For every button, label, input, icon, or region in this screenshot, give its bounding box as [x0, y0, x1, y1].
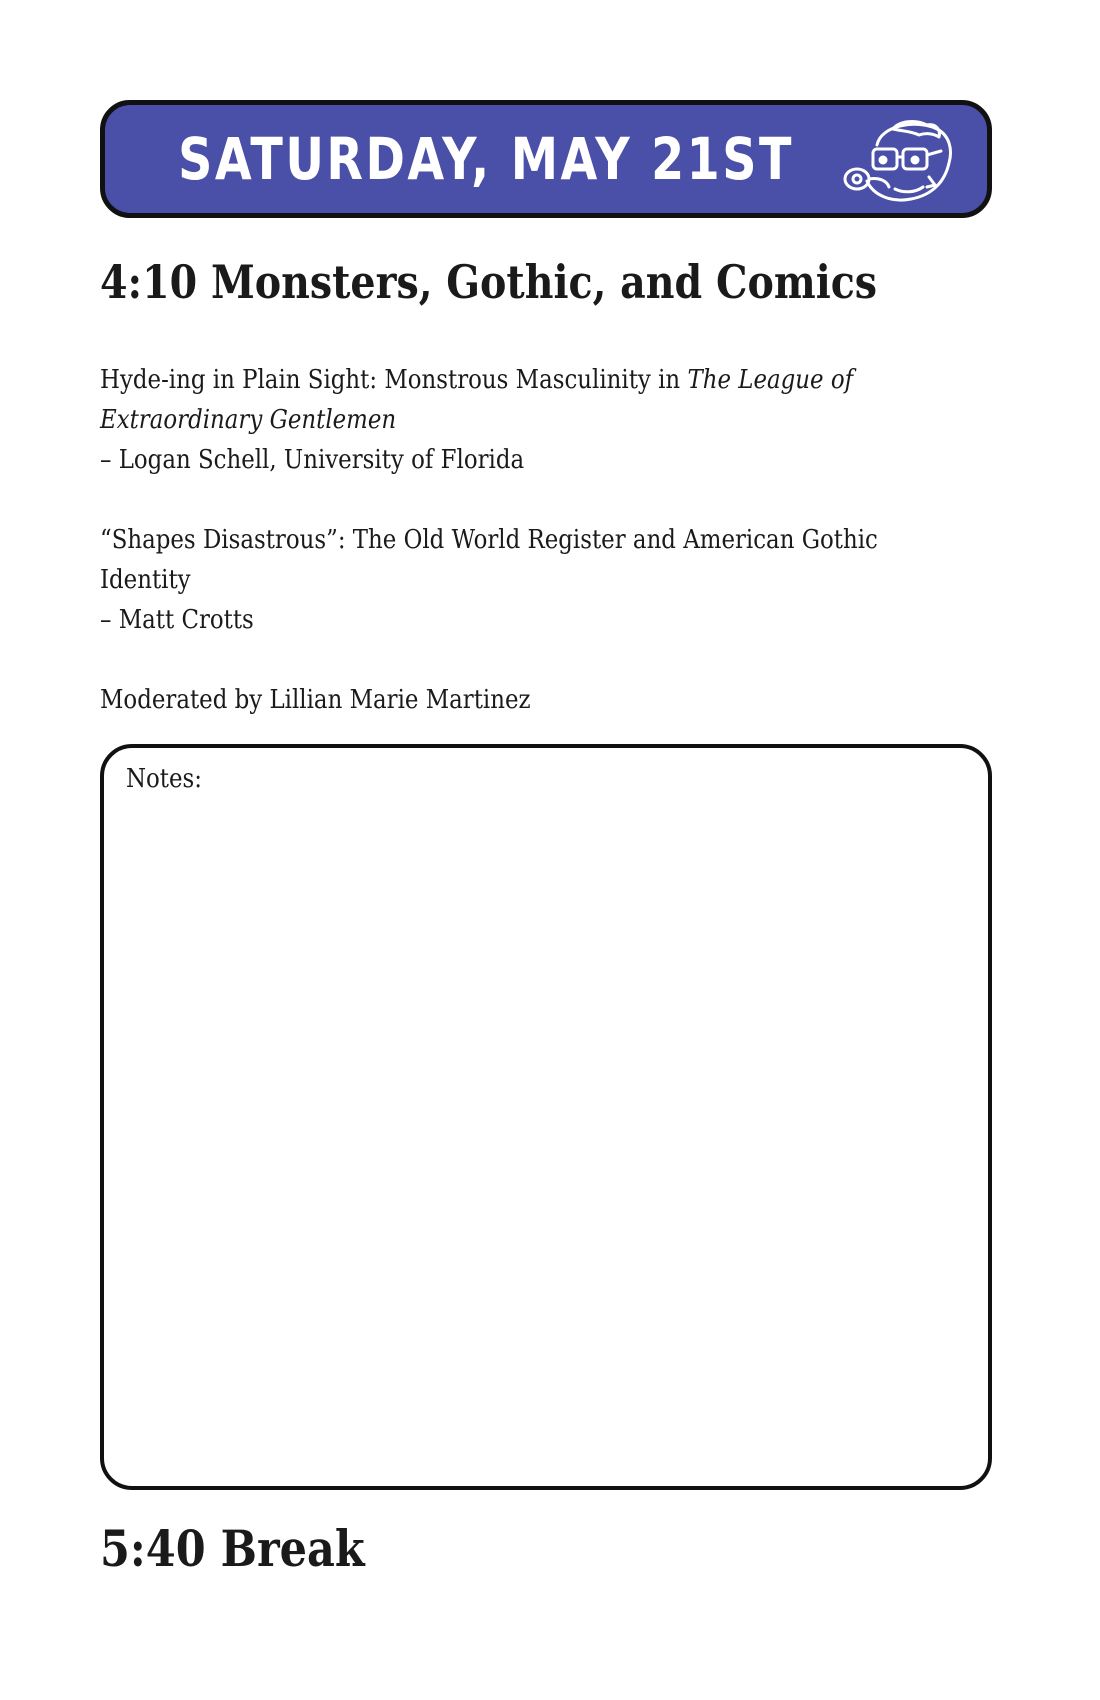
paper-entry: [100, 360, 960, 480]
session-title: 4:10 Monsters, Gothic, and Comics: [100, 255, 878, 309]
paper-title-continued: [100, 400, 857, 440]
paper-title-text: Hyde-ing in Plain Sight: Monstrous Masculinity in: [100, 365, 688, 395]
paper-title-continued: Identity: [100, 565, 191, 595]
notes-label: Notes:: [126, 764, 202, 794]
paper-title-work: The League of: [687, 365, 854, 395]
day-title: SATURDAY, MAY 21ST: [178, 125, 794, 193]
paper-entry: [100, 520, 960, 640]
moderator-line: Moderated by Lillian Marie Martinez: [100, 685, 531, 715]
next-session-title: 5:40 Break: [100, 1519, 365, 1578]
day-banner: [100, 100, 992, 218]
notes-box[interactable]: [100, 744, 992, 1490]
paper-presenter: – Logan Schell, University of Florida: [100, 445, 525, 475]
paper-title: “Shapes Disastrous”: The Old World Register and American Gothic: [100, 525, 878, 555]
paper-presenter: – Matt Crotts: [100, 605, 254, 635]
paper-title-work-continued: Extraordinary Gentlemen: [100, 405, 397, 435]
paper-title: [100, 360, 857, 400]
cartoon-face-with-glasses-icon: [837, 115, 961, 207]
